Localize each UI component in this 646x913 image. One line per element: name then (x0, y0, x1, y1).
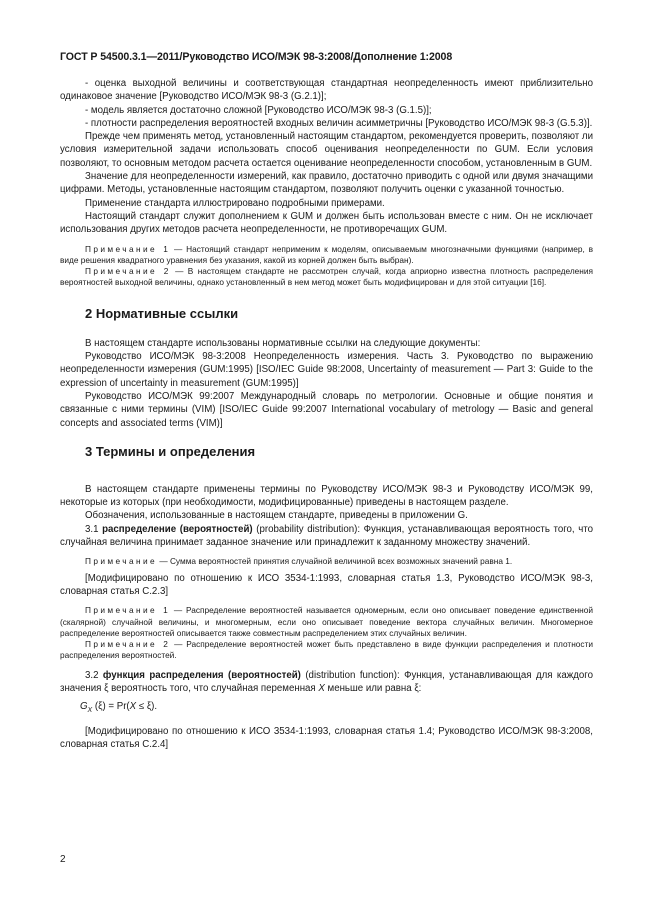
term-number: 3.1 (85, 523, 103, 535)
note-text: — Сумма вероятностей принятия случайной величиной всех возможных значений равна 1. (157, 556, 513, 567)
variable-x: X (318, 682, 325, 694)
bullet-item: - оценка выходной величины и соответствующая стандартная неопределенность имеют приблизительно одинаковое значение [Руководство ИСО/МЭК 98-3 (G.2.1)]; (60, 78, 593, 103)
paragraph: Прежде чем применять метод, установленный настоящим стандартом, рекомендуется проверить, позволяют ли условия измерительной задачи использовать способ оценивания неопределенности по GUM. Если условия позволяют, то основным методом расчета остается оценивание неопределенности способом, установленным в GUM. (60, 131, 593, 169)
page-number: 2 (60, 854, 66, 865)
formula-end: ≤ ξ). (136, 701, 158, 713)
term-3-2 (60, 669, 593, 696)
paragraph: Обозначения, использованные в настоящем стандарте, приведены в приложении G. (85, 510, 468, 522)
note-2 (60, 266, 593, 289)
term-name: функция распределения (вероятностей) (102, 669, 301, 681)
term-3-2-modification: [Модифицировано по отношению к ИСО 3534-1:1993, словарная статья 1.4; Руководство ИСО/МЭК 98-3:2008, словарная статья С.2.4] (60, 725, 593, 750)
formula-x: X (129, 701, 137, 713)
note-label: Примечание 2 (85, 639, 171, 650)
note-label: Примечание 1 (85, 243, 171, 254)
note-label: Примечание 1 (85, 605, 171, 616)
note-text: — Настоящий стандарт неприменим к моделям, описываемым многозначными функциями (например, в виде решения квадратного уравнения без указания, какой из корней должен быть выбран). (60, 243, 593, 265)
term-3-1-note-1 (60, 605, 593, 639)
paragraph: Значение для неопределенности измерений, как правило, достаточно приводить с одной или двумя значащими цифрами. Методы, установленные настоящим стандартом, позволяют получить оценки с указанной точностью. (60, 171, 593, 196)
term-3-1-modification: [Модифицировано по отношению к ИСО 3534-1:1993, словарная статья 1.3, Руководство ИСО/МЭК 98-3, словарная статья С.2.3] (60, 572, 593, 597)
note-label: Примечание (85, 556, 158, 567)
term-3-1 (60, 523, 593, 550)
term-definition: (probability distribution): Функция, устанавливающая вероятность того, что случайная величина принимает заданное значение или принадлежит к заданному множеству значений. (60, 523, 594, 549)
paragraph: Руководство ИСО/МЭК 98-3:2008 Неопределенность измерения. Часть 3. Руководство по выражению неопределенности измерения (GUM:1995) [ISO/IEC Guide 98:2008, Uncertainty of measurement — Part 3: Guide to the expression of uncertainty in measurement (GUM:1995)] (60, 351, 593, 389)
paragraph: Настоящий стандарт служит дополнением к GUM и должен быть использован вместе с ним. Он не исключает использования других методов расчета неопределенности, не противоречащих GUM. (60, 210, 593, 236)
term-number: 3.2 (85, 669, 103, 681)
paragraph: Руководство ИСО/МЭК 99:2007 Международный словарь по метрологии. Основные и общие понятия и связанные с ними термины (VIM) [ISO/IEC Guide 99:2007 International vocabulary of metrology — Basic and general concepts and associated terms (VIM)] (60, 390, 593, 429)
term-3-1-note-2 (60, 639, 593, 662)
note-1 (60, 244, 593, 267)
term-definition: (distribution function): Функция, устанавливающая для каждого значения ξ вероятность того, что случайная переменная (60, 669, 594, 694)
paragraph: Применение стандарта иллюстрировано подробными примерами. (85, 197, 385, 209)
formula-body: (ξ) = Pr( (92, 701, 130, 713)
distribution-formula (60, 700, 593, 717)
paragraph: В настоящем стандарте использованы нормативные ссылки на следующие документы: (85, 337, 481, 349)
note-text: — Распределение вероятностей называется одномерным, если оно описывает поведение единственной (скалярной) случайной величины, и многомерным, если оно описывает поведение вектора случайных величин. Многомерное распределение вероятностей описывается также совместным распределением этих случайных величин. (60, 605, 593, 638)
page-content (60, 77, 593, 751)
formula-g: G (80, 701, 88, 713)
note-label: Примечание 2 (85, 266, 171, 277)
note-text: — Распределение вероятностей может быть представлено в виде функции распределения и плотности распределения вероятностей. (60, 639, 594, 661)
bullet-item: - плотности распределения вероятностей входных величин асимметричны [Руководство ИСО/МЭК 98-3 (G.5.3)]. (85, 117, 593, 129)
section-2-heading: 2 Нормативные ссылки (85, 305, 239, 321)
term-3-1-note (60, 556, 593, 567)
formula-subscript: X (87, 707, 93, 715)
page-header: ГОСТ Р 54500.3.1—2011/Руководство ИСО/МЭК 98-3:2008/Дополнение 1:2008 (60, 51, 453, 63)
term-name: распределение (вероятностей) (102, 523, 253, 535)
note-text: — В настоящем стандарте не рассмотрен случай, когда априорно известна плотность распределения вероятностей выходной величины, однако установленный в нем метод может быть модифицирован и для этой ситуации [16]. (60, 266, 593, 288)
section-3-heading: 3 Термины и определения (85, 443, 256, 459)
term-definition-end: меньше или равна ξ: (324, 682, 422, 694)
bullet-item: - модель является достаточно сложной [Руководство ИСО/МЭК 98-3 (G.1.5)]; (85, 104, 432, 116)
paragraph: В настоящем стандарте применены термины по Руководству ИСО/МЭК 98-3 и Руководству ИСО/МЭК 99, некоторые из которых (при необходимости, модифицированные) приведены в настоящем разделе. (60, 483, 593, 509)
